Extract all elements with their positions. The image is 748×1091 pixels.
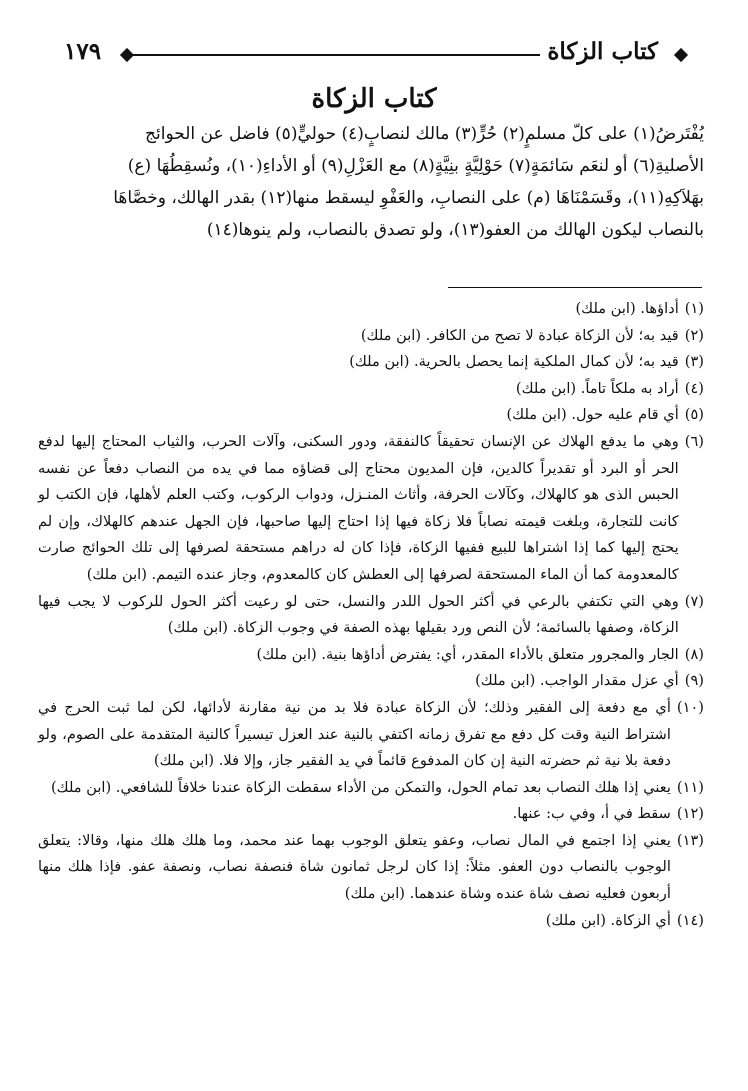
footnote-text: الجار والمجرور متعلق بالأداء المقدر، أي: يفترض أداؤها بنية. (ابن ملك) <box>256 645 679 663</box>
footnote-text: سقط في أ، وفي ب: عنها. <box>512 805 671 823</box>
footnote <box>38 695 704 775</box>
footnote-separator <box>448 287 702 288</box>
main-text-line: يُفْتَرضُ(١) على كلّ مسلمٍ(٢) حُرٍّ(٣) مالك لنصابٍ(٤) حوليٍّ(٥) فاضل عن الحوائج <box>145 124 704 144</box>
footnote <box>38 668 704 695</box>
footnote-text: يعني إذا اجتمع في المال نصاب، وعفو يتعلق الوجوب بهما عند محمد، وما هلك هلك منها، وقالا: يتعلق الوجوب بالنصاب دون العفو. مثلاً: إذا كان لرجل ثمانون شاة فنصفة نصاب، ونصفة عفو. فإذا هلك منها أربعون فعليه نصف شاة عنده وشاة عندهما. (ابن ملك) <box>38 831 671 903</box>
footnote-text: وهي ما يدفع الهلاك عن الإنسان تحقيقاً كالنفقة، ودور السكنى، وآلات الحرب، والثياب المحتاج إليها لدفع الحر أو البرد أو تقديراً كالدين، فإن المديون محتاج إلى قضاؤه مما في يده من النصاب دفعاً عن نفسه الحبس الذى هو كالهلاك، وكآلات الحرفة، وأثاث المنـزل، ودواب الركوب، وكتب العلم لأهلها، فإن الكتب لو كانت للتجارة، وبلغت قيمته نصاباً فلا زكاة فيها إذا احتاج إليها صاحبها، فإن الجهل عندهم كالهلاك، وإن لم يحتج إليها كما إذا اشتراها للبيع ففيها الزكاة، فإذا كان له دراهم مستحقة لصرفها إلى تلك الحوائج صارت كالمعدومة كما أن الماء المستحقة لصرفها إلى العطش كان كالمعدوم، وجاز عنده التيمم. (ابن ملك) <box>38 432 679 583</box>
footnote-number: (٣) <box>684 353 704 371</box>
footnote-number: (٢) <box>684 326 704 344</box>
footnote <box>38 349 704 376</box>
main-text-line: بالنصاب ليكون الهالك من العفو(١٣)، ولو تصدق بالنصاب، ولم ينوها(١٤) <box>206 220 704 240</box>
footnote <box>38 828 704 908</box>
page-number: ١٧٩ <box>64 38 102 65</box>
footnotes <box>38 296 704 934</box>
main-text-line: الأصليةِ(٦) أو لنعَم سَائمَةٍ(٧) حَوْلِيَّةٍ بنِيَّةٍ(٨) مع العَزْلِ(٩) أو الأداءِ(١٠)، ونُسقِطُهَا (ع) <box>127 156 704 176</box>
footnote <box>38 908 704 935</box>
footnote <box>38 801 704 828</box>
footnote-text: يعني إذا هلك النصاب بعد تمام الحول، والتمكن من الأداء سقطت الزكاة عندنا خلافاً للشافعي. (ابن ملك) <box>50 778 671 796</box>
main-text-line: بهَلاَكِهِ(١١)، وقَسَمْنَاهَا (م) على النصابِ، والعَفْوِ ليسقط منها(١٢) بقدر الهالك، وخصَّاهَا <box>113 188 704 208</box>
footnote <box>38 429 704 589</box>
footnote-text: أي عزل مقدار الواجب. (ابن ملك) <box>475 672 679 690</box>
footnote-number: (١١) <box>676 778 704 796</box>
footnote-number: (٤) <box>684 379 704 397</box>
footnote-number: (١٤) <box>676 911 704 929</box>
running-header-title: كتاب الزكاة <box>547 38 658 65</box>
footnote-number: (١) <box>684 300 704 317</box>
footnote <box>38 402 704 429</box>
footnote-text: أداؤها. (ابن ملك) <box>575 300 679 317</box>
footnote <box>38 642 704 669</box>
footnote-text: أي قام عليه حول. (ابن ملك) <box>506 406 679 424</box>
footnote-text: قيد به؛ لأن كمال الملكية إنما يحصل بالحرية. (ابن ملك) <box>349 353 679 371</box>
header-rule <box>130 54 540 56</box>
footnote-number: (١٣) <box>676 831 704 849</box>
main-text <box>48 118 704 246</box>
footnote <box>38 589 704 642</box>
footnote-text: قيد به؛ لأن الزكاة عبادة لا تصح من الكافر. (ابن ملك) <box>360 326 679 344</box>
footnote-number: (٦) <box>684 432 704 450</box>
diamond-ornament-icon <box>120 48 134 62</box>
footnote-number: (٨) <box>684 645 704 663</box>
footnote-text: أي مع دفعة إلى الفقير وذلك؛ لأن الزكاة عبادة فلا بد من نية مقارنة لأدائها، لكن لما ثبت الحرج في اشتراط النية وقت كل دفع مع تفرق زمانه اكتفي بالنية عند العزل تيسيراً كالنية المتقدمة على الصوم، ولو دفعة بلا نية ثم حضرته النية إن كان المدفوع قائماً في يد الفقير جاز، وإلا فلا. (ابن ملك) <box>38 698 671 770</box>
footnote-number: (٥) <box>684 406 704 424</box>
footnote-text: أراد به ملكاً تاماً. (ابن ملك) <box>515 379 679 397</box>
footnote-text: أي الزكاة. (ابن ملك) <box>545 911 671 929</box>
footnote-number: (٩) <box>684 672 704 690</box>
footnote <box>38 323 704 350</box>
footnote-number: (١٢) <box>676 805 704 823</box>
running-header <box>60 36 700 80</box>
diamond-ornament-icon <box>674 48 688 62</box>
footnote-number: (١٠) <box>676 698 704 716</box>
footnote-text: وهي التي تكتفي بالرعي في أكثر الحول اللدر والنسل، حتى لو رعيت أكثر الحول للركوب لا يجب فيها الزكاة، وصفها بالسائمة؛ لأن النص ورد بقيلها بهذه الصفة في وجوب الزكاة. (ابن ملك) <box>38 592 679 637</box>
chapter-title: كتاب الزكاة <box>311 84 437 114</box>
footnote <box>38 296 704 323</box>
footnote-number: (٧) <box>684 592 704 610</box>
footnote <box>38 376 704 403</box>
footnote <box>38 775 704 802</box>
